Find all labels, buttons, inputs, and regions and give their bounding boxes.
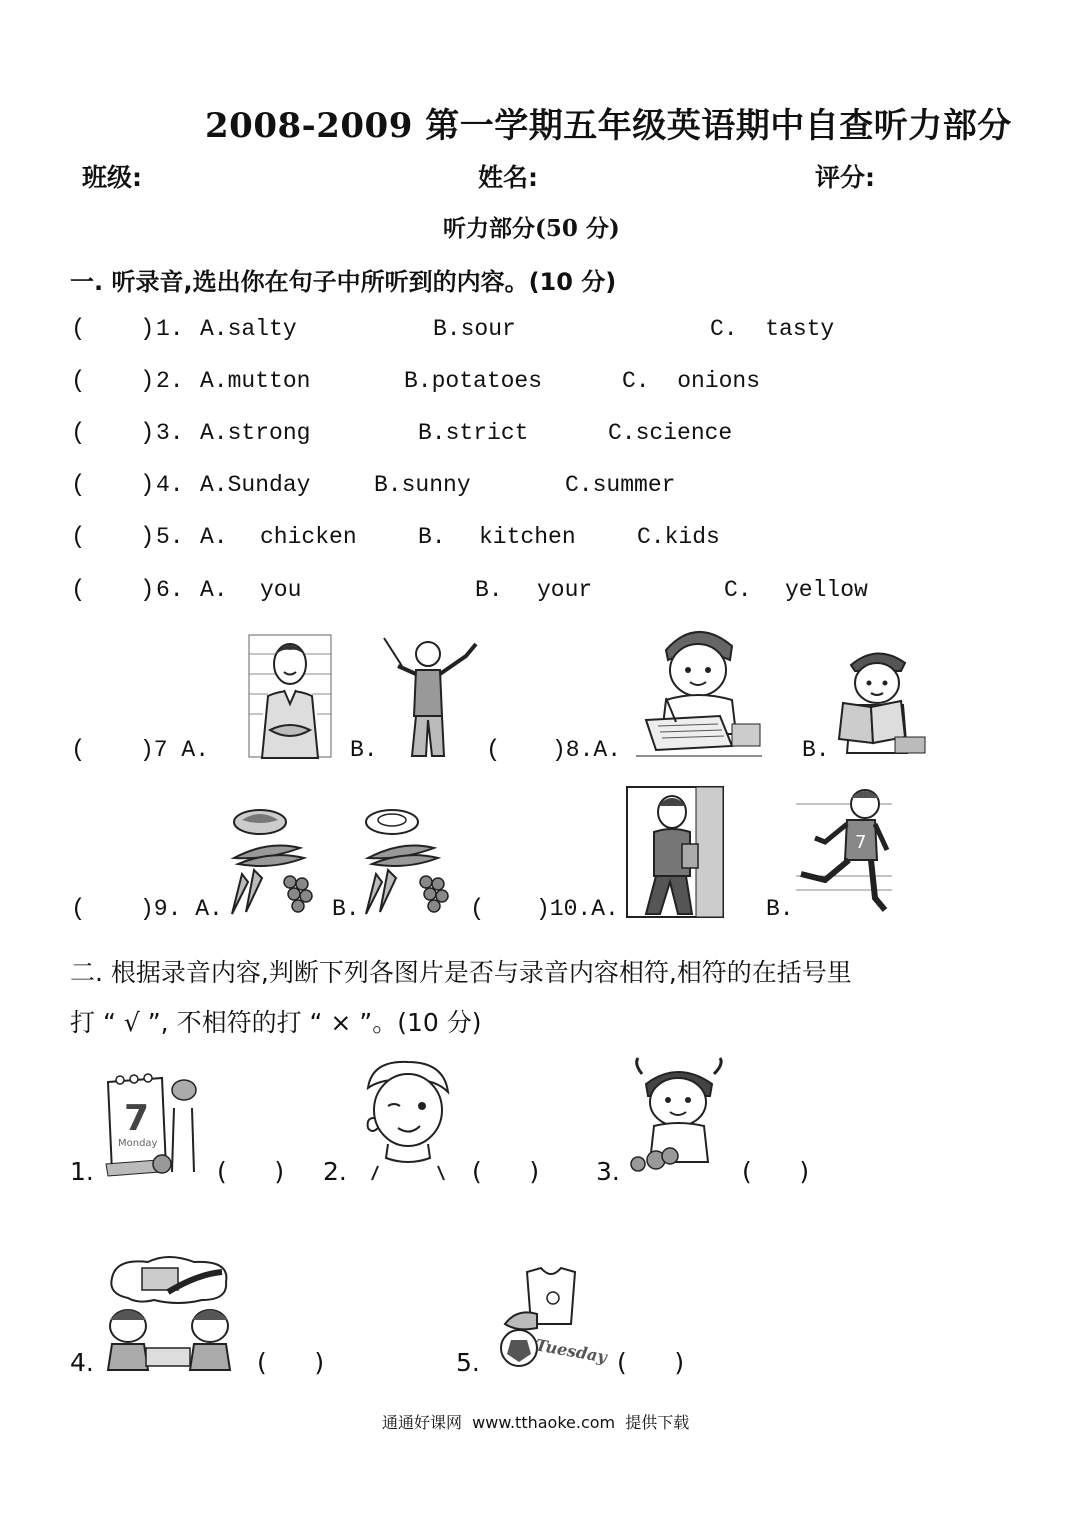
question-number: 3. xyxy=(156,420,184,446)
q7a-teacher-sweater-image xyxy=(248,634,332,758)
judge-item-1-number: 1. xyxy=(70,1157,94,1186)
judge-item-3-number: 3. xyxy=(596,1157,620,1186)
option-c: C. tasty xyxy=(710,316,835,342)
q8-label: )8.A. xyxy=(552,737,622,763)
answer-bracket-open[interactable]: ( xyxy=(71,472,86,499)
q10-option-b: B. xyxy=(766,896,794,922)
question-number: 4. xyxy=(156,472,184,498)
judge-item-2-number: 2. xyxy=(323,1157,347,1186)
option-c: C.science xyxy=(608,420,733,446)
judge-2-boy-winking-image xyxy=(358,1058,458,1182)
option-a: A.mutton xyxy=(200,368,311,394)
q9a-food-image xyxy=(228,804,316,918)
answer-bracket-close: ) xyxy=(140,316,155,343)
option-c-letter: C. xyxy=(724,577,752,603)
q9-option-b: B. xyxy=(332,896,360,922)
answer-bracket-close: ) xyxy=(140,524,155,551)
option-a: you xyxy=(260,577,302,603)
q8a-boy-writing-image xyxy=(636,616,762,758)
q8-bracket-open[interactable]: ( xyxy=(486,737,501,764)
judge-item-1-answer[interactable]: ( ) xyxy=(217,1157,285,1186)
option-b: your xyxy=(537,577,593,603)
q7-option-b: B. xyxy=(350,737,378,763)
option-b: B.strict xyxy=(418,420,529,446)
option-b: kitchen xyxy=(479,524,576,550)
answer-bracket-close: ) xyxy=(140,577,155,604)
section1-heading: 一. 听录音,选出你在句子中所听到的内容。(10 分) xyxy=(70,268,617,296)
answer-bracket-close: ) xyxy=(140,368,155,395)
footer-source: 通通好课网 www.tthaoke.com 提供下载 xyxy=(382,1413,690,1432)
option-b: B.sunny xyxy=(374,472,471,498)
option-a-letter: A. xyxy=(200,524,228,550)
q8-option-b: B. xyxy=(802,737,830,763)
answer-bracket-close: ) xyxy=(140,420,155,447)
calendar-number: 7 xyxy=(124,1098,150,1139)
judge-item-5-number: 5. xyxy=(456,1348,480,1377)
section2-heading-line1: 二. 根据录音内容,判断下列各图片是否与录音内容相符,相符的在括号里 xyxy=(70,958,852,987)
judge-4-girls-eating-image xyxy=(98,1254,238,1372)
class-label: 班级: xyxy=(82,163,142,192)
page-title: 2008-2009 第一学期五年级英语期中自查听力部分 xyxy=(205,106,1012,146)
judge-5-sports-tuesday-image xyxy=(497,1264,609,1372)
question-number: 6. xyxy=(156,577,184,603)
q10b-runner-image xyxy=(795,780,893,920)
question-number: 5. xyxy=(156,524,184,550)
judge-item-3-answer[interactable]: ( ) xyxy=(742,1157,810,1186)
answer-bracket-open[interactable]: ( xyxy=(71,524,86,551)
option-a-letter: A. xyxy=(200,577,228,603)
section-subtitle: 听力部分(50 分) xyxy=(443,215,620,242)
option-b: B.potatoes xyxy=(404,368,543,394)
section2-heading-line2: 打 “ √ ”, 不相符的打 “ × ”。(10 分) xyxy=(70,1008,482,1037)
q8b-boy-reading-image xyxy=(829,643,929,759)
q9-label: )9. A. xyxy=(140,896,223,922)
runner-shirt-number: 7 xyxy=(855,832,867,853)
answer-bracket-open[interactable]: ( xyxy=(71,420,86,447)
option-a: A.salty xyxy=(200,316,297,342)
calendar-day: Monday xyxy=(118,1138,158,1149)
option-a: A.strong xyxy=(200,420,311,446)
answer-bracket-close: ) xyxy=(140,472,155,499)
name-label: 姓名: xyxy=(478,163,538,192)
tuesday-label: Tuesday xyxy=(533,1335,609,1367)
option-b-letter: B. xyxy=(418,524,446,550)
score-label: 评分: xyxy=(815,163,875,192)
option-a: chicken xyxy=(260,524,357,550)
option-c: C.kids xyxy=(637,524,720,550)
answer-bracket-open[interactable]: ( xyxy=(71,577,86,604)
q10-bracket-open[interactable]: ( xyxy=(470,896,485,923)
q9-bracket-open[interactable]: ( xyxy=(71,896,86,923)
answer-bracket-open[interactable]: ( xyxy=(71,316,86,343)
question-number: 1. xyxy=(156,316,184,342)
question-number: 2. xyxy=(156,368,184,394)
option-b-letter: B. xyxy=(475,577,503,603)
option-c: C.summer xyxy=(565,472,676,498)
q7-label: )7 A. xyxy=(140,737,210,763)
option-b: B.sour xyxy=(433,316,516,342)
option-a: A.Sunday xyxy=(200,472,311,498)
judge-item-4-number: 4. xyxy=(70,1348,94,1377)
q10-label: )10.A. xyxy=(536,896,619,922)
q9b-food-image xyxy=(362,804,452,918)
option-c: C. onions xyxy=(622,368,761,394)
option-c: yellow xyxy=(785,577,868,603)
judge-item-5-answer[interactable]: ( ) xyxy=(617,1348,685,1377)
answer-bracket-open[interactable]: ( xyxy=(71,368,86,395)
judge-1-calendar-image xyxy=(100,1072,202,1178)
judge-item-4-answer[interactable]: ( ) xyxy=(257,1348,325,1377)
q7b-conductor-image xyxy=(376,636,482,760)
judge-3-girl-with-apples-image xyxy=(628,1054,730,1178)
judge-item-2-answer[interactable]: ( ) xyxy=(472,1157,540,1186)
q10a-man-with-book-image xyxy=(626,786,724,918)
q7-bracket-open[interactable]: ( xyxy=(71,737,86,764)
